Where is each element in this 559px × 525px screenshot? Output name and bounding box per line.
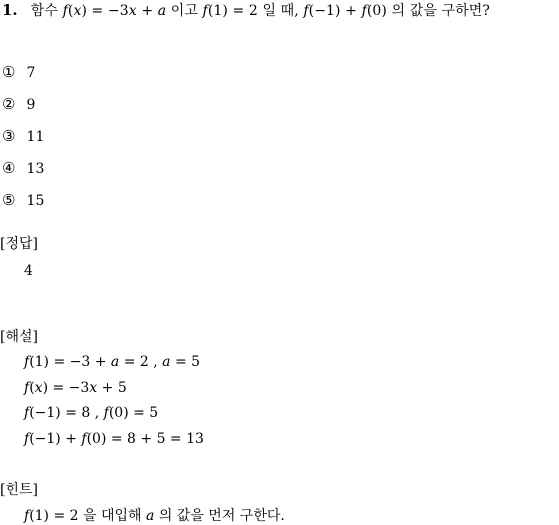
choice-number: ② bbox=[2, 95, 16, 113]
explanation-line-2: f(x) = −3x + 5 bbox=[24, 380, 127, 396]
choice-2 bbox=[2, 94, 35, 113]
choice-number: ④ bbox=[2, 159, 16, 177]
explanation-line-4: f(−1) + f(0) = 8 + 5 = 13 bbox=[24, 431, 204, 447]
hint-label: [힌트] bbox=[0, 482, 38, 498]
explanation-line-1: f(1) = −3 + a = 2 , a = 5 bbox=[24, 354, 201, 370]
choice-1 bbox=[2, 62, 35, 81]
choice-value: 15 bbox=[26, 193, 45, 209]
choice-number: ⑤ bbox=[2, 191, 16, 209]
explanation-line-3: f(−1) = 8 , f(0) = 5 bbox=[24, 405, 159, 421]
choice-number: ① bbox=[2, 63, 16, 81]
hint-text: f(1) = 2 을 대입해 a 의 값을 먼저 구한다. bbox=[24, 508, 285, 524]
choice-3 bbox=[2, 126, 44, 145]
question-number: 1. bbox=[2, 1, 18, 19]
answer-label: [정답] bbox=[0, 236, 38, 252]
choice-value: 13 bbox=[26, 161, 45, 177]
answer-value: 4 bbox=[24, 263, 33, 279]
choice-value: 9 bbox=[26, 97, 36, 113]
choice-value: 11 bbox=[26, 129, 45, 145]
choice-5 bbox=[2, 190, 44, 209]
choice-value: 7 bbox=[26, 65, 36, 81]
question bbox=[2, 0, 490, 20]
question-text: 함수 f(x) = −3x + a 이고 f(1) = 2 일 때, f(−1) + f(0) 의 값을 구하면? bbox=[30, 3, 490, 19]
choice-4 bbox=[2, 158, 44, 177]
explanation-label: [해설] bbox=[0, 329, 38, 345]
choice-number: ③ bbox=[2, 127, 16, 145]
